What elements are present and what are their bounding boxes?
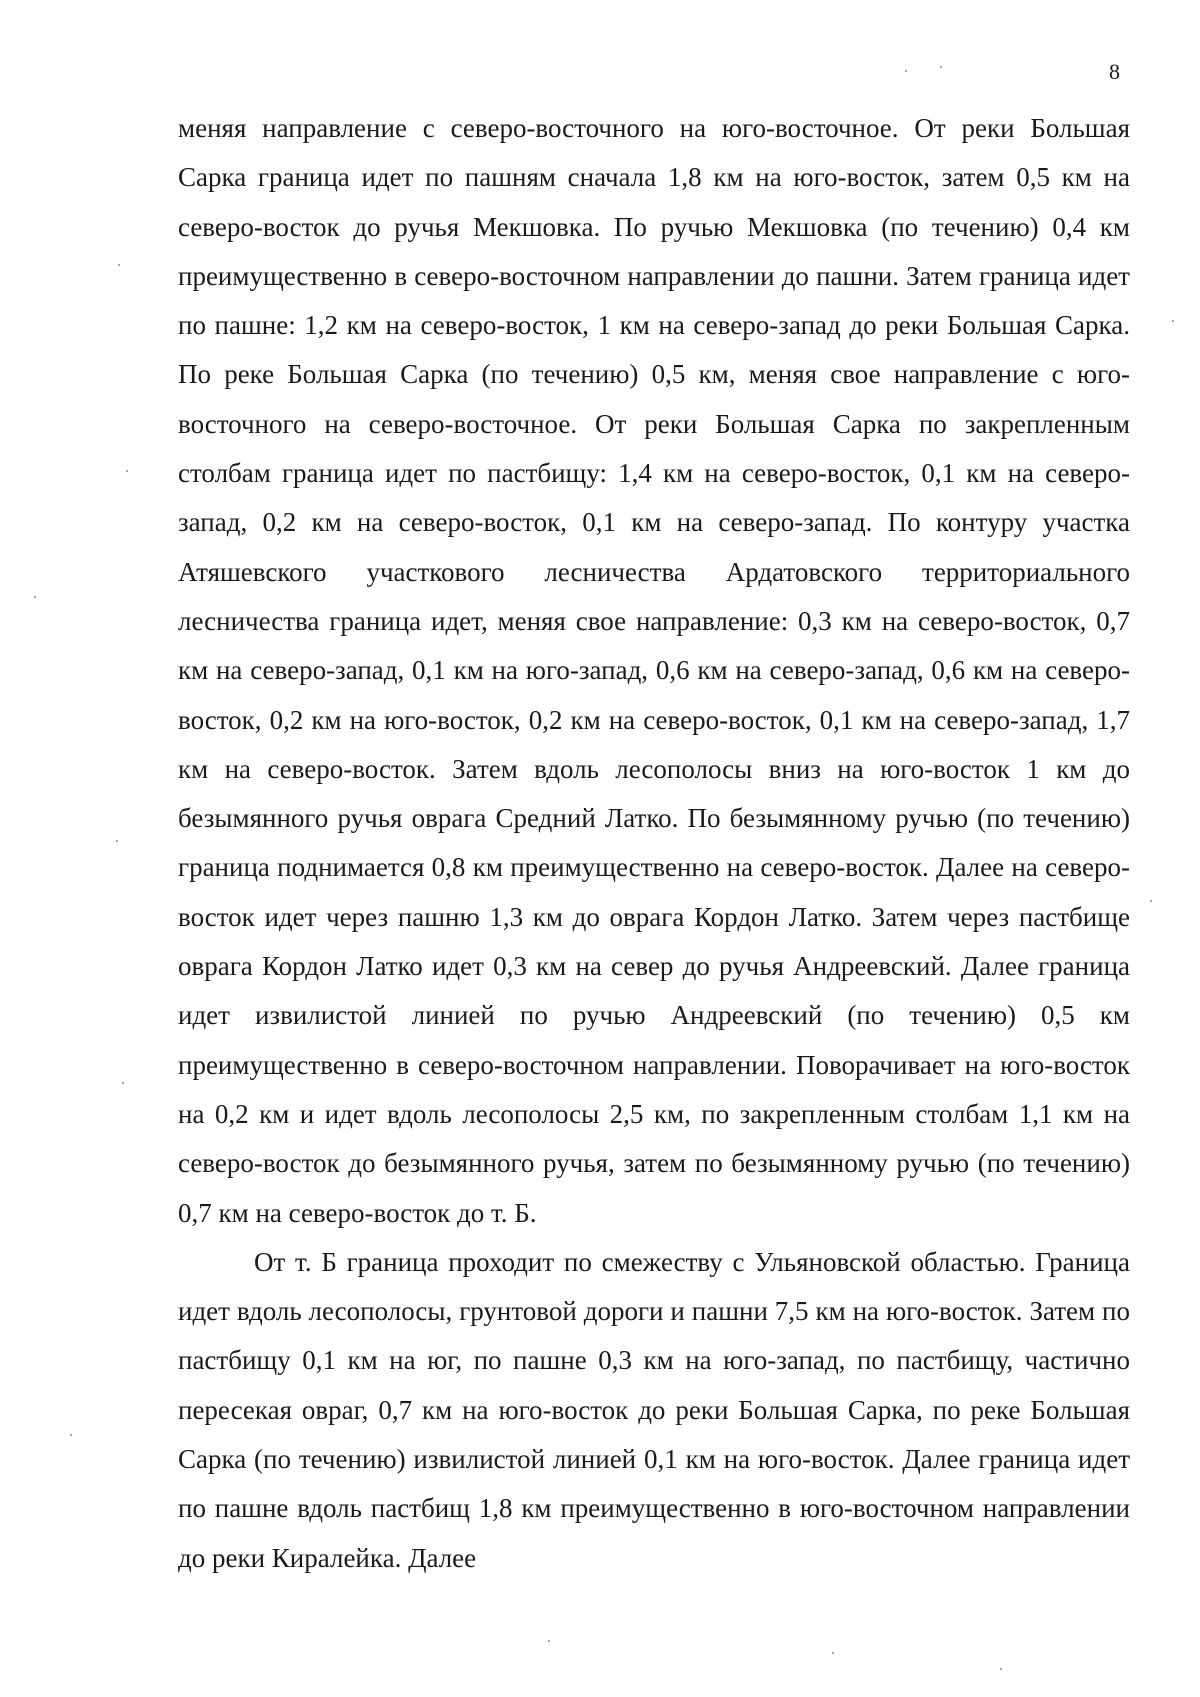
scan-speck bbox=[1150, 900, 1152, 902]
scan-speck bbox=[70, 1434, 72, 1436]
scan-speck bbox=[905, 70, 907, 72]
scan-speck bbox=[122, 1082, 124, 1084]
scan-speck bbox=[126, 470, 128, 472]
paragraph-1: меняя направление с северо-восточного на юго-восточное. От реки Большая Сарка граница идет по пашням сначала 1,8 км на юго-восток, затем 0,5 км на северо-восток до ручья Мекшовка. По ручью Мекшовка (по течению) 0,4 км преимущественно в северо-восточном направлении до пашни. Затем граница идет по пашне: 1,2 км на северо-восток, 1 км на северо-запад до реки Большая Сарка. По реке Большая Сарка (по течению) 0,5 км, меняя свое направление с юго-восточного на северо-восточное. От реки Большая Сарка по закрепленным столбам граница идет по пастбищу: 1,4 км на северо-восток, 0,1 км на северо-запад, 0,2 км на северо-восток, 0,1 км на северо-запад. По контуру участка Атяшевского участкового лесничества Ардатовского территориального лесничества граница идет, меняя свое направление: 0,3 км на северо-восток, 0,7 км на северо-запад, 0,1 км на юго-запад, 0,6 км на северо-запад, 0,6 км на северо-восток, 0,2 км на юго-восток, 0,2 км на северо-восток, 0,1 км на северо-запад, 1,7 км на северо-восток. Затем вдоль лесополосы вниз на юго-восток 1 км до безымянного ручья оврага Средний Латко. По безымянному ручью (по течению) граница поднимается 0,8 км преимущественно на северо-восток. Далее на северо-восток идет через пашню 1,3 км до оврага Кордон Латко. Затем через пастбище оврага Кордон Латко идет 0,3 км на север до ручья Андреевский. Далее граница идет извилистой линией по ручью Андреевский (по течению) 0,5 км преимущественно в северо-восточном направлении. Поворачивает на юго-восток на 0,2 км и идет вдоль лесополосы 2,5 км, по закрепленным столбам 1,1 км на северо-восток до безымянного ручья, затем по безымянному ручью (по течению) 0,7 км на северо-восток до т. Б. bbox=[178, 113, 1130, 1228]
paragraph-2: От т. Б граница проходит по смежеству с Ульяновской областью. Граница идет вдоль лесополосы, грунтовой дороги и пашни 7,5 км на юго-восток. Затем по пастбищу 0,1 км на юг, по пашне 0,3 км на юго-запад, по пастбищу, частично пересекая овраг, 0,7 км на юго-восток до реки Большая Сарка, по реке Большая Сарка (по течению) извилистой линией 0,1 км на юго-восток. Далее граница идет по пашне вдоль пастбищ 1,8 км преимущественно в юго-восточном направлении до реки Киралейка. Далее bbox=[178, 1246, 1130, 1573]
scan-speck bbox=[116, 840, 118, 842]
scan-speck bbox=[548, 1640, 550, 1642]
scan-speck bbox=[1000, 1668, 1002, 1670]
scan-speck bbox=[940, 66, 942, 68]
body-text bbox=[178, 104, 1130, 1583]
scan-speck bbox=[118, 264, 120, 266]
scan-speck bbox=[832, 1652, 834, 1654]
scan-speck bbox=[34, 596, 36, 598]
scan-speck bbox=[1172, 320, 1174, 322]
page-number: 8 bbox=[1109, 59, 1120, 84]
